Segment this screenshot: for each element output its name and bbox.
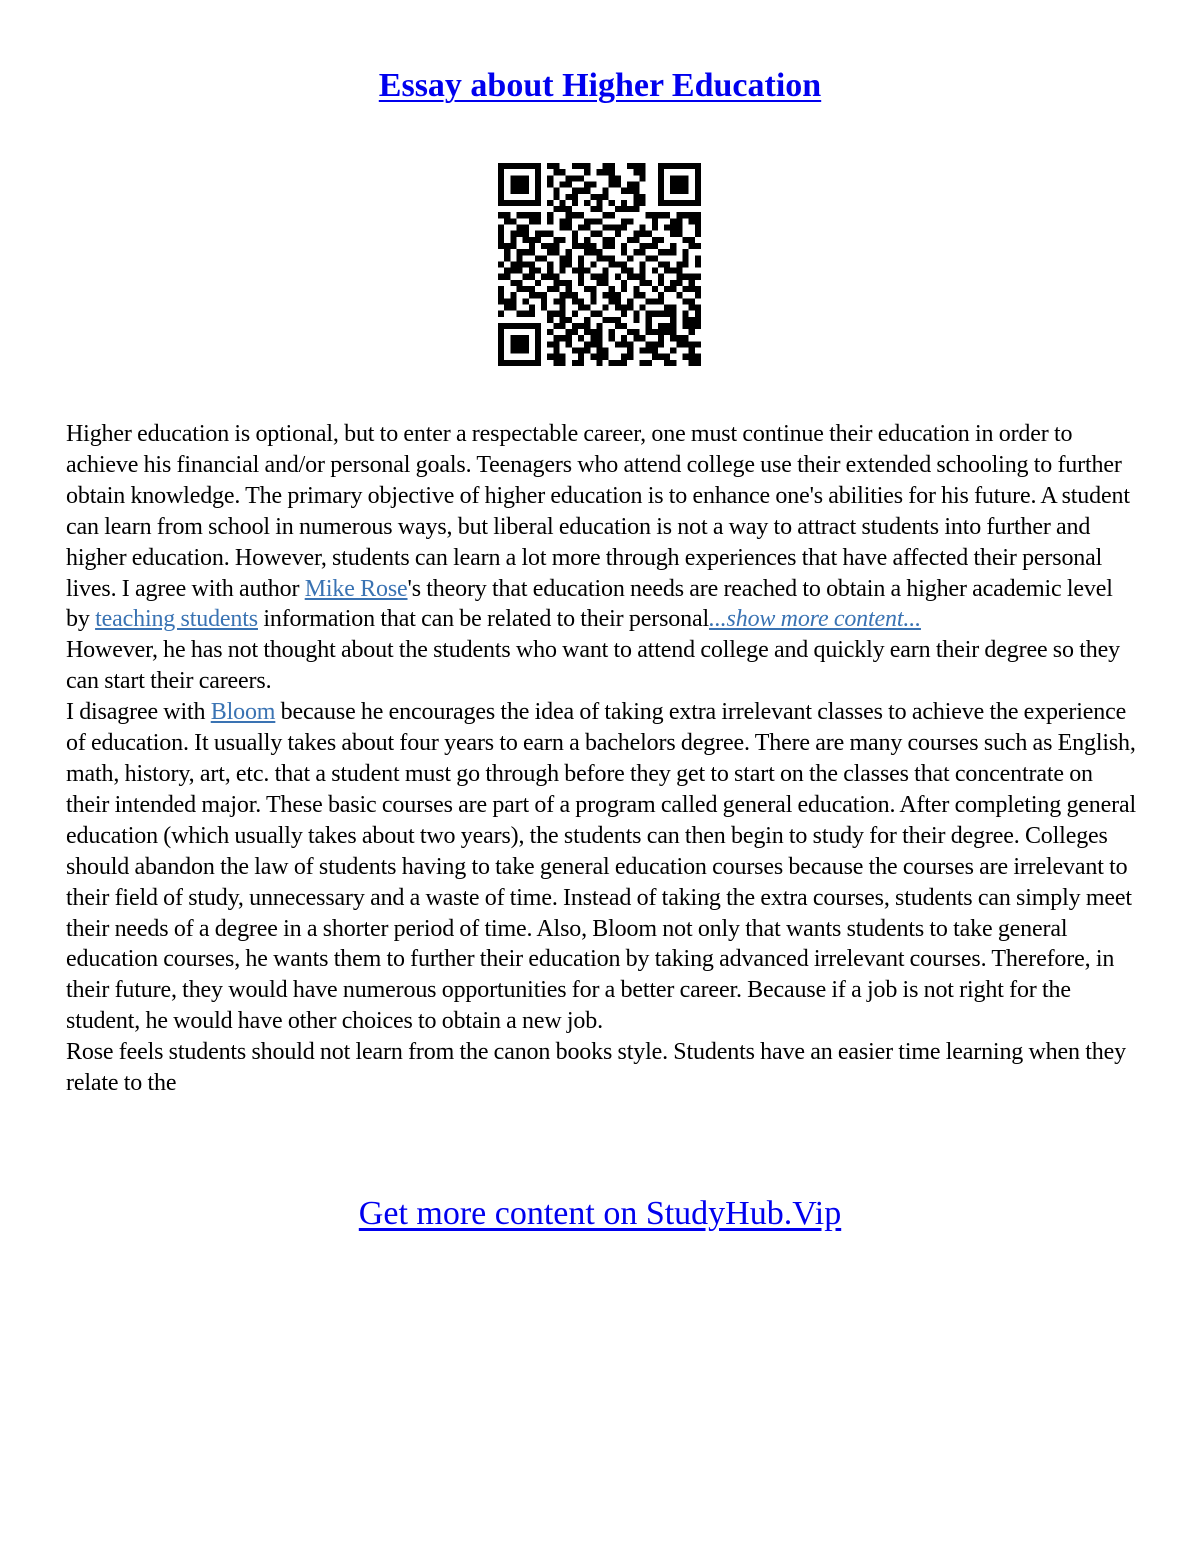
show-more-link[interactable]: ...show more content... [708, 606, 921, 633]
paragraph-1-text-b: 's theory that education needs are reached to obtain a higher academic level by [66, 575, 1113, 633]
paragraph-1-text-c: information that can be related to their personal [257, 606, 709, 633]
qr-code-icon [498, 163, 701, 366]
document-title [0, 64, 1200, 108]
footer-link[interactable]: Get more content on StudyHub.Vip [358, 1195, 842, 1232]
paragraph-2: However, he has not thought about the students who want to attend college and quickly earn their degree so they can start their careers. [66, 637, 1120, 695]
footer [0, 1192, 1200, 1236]
link-mike-rose[interactable]: Mike Rose [304, 575, 408, 602]
link-teaching-students[interactable]: teaching students [95, 606, 258, 633]
paragraph-3-text-a: I disagree with [66, 699, 211, 726]
paragraph-4: Rose feels students should not learn from the canon books style. Students have an easier time learning when they relate to the [66, 1039, 1126, 1097]
paragraph-1-text-a: Higher education is optional, but to enter a respectable career, one must continue their education in order to achieve his financial and/or personal goals. Teenagers who attend college use their extended schooling to further obtain knowledge. The primary objective of higher education is to enhance one's abilities for his future. A student can learn from school in numerous ways, but liberal education is not a way to attract students into further and higher education. However, students can learn a lot more through experiences that have affected their personal lives. I agree with author [66, 421, 1130, 602]
paragraph-1 [66, 419, 1138, 635]
essay-body [66, 419, 1138, 1099]
link-bloom[interactable]: Bloom [210, 699, 276, 726]
paragraph-3-text-b: because he encourages the idea of taking extra irrelevant classes to achieve the experience of education. It usually takes about four years to earn a bachelors degree. There are many courses such as English, math, history, art, etc. that a student must go through before they get to start on the classes that concentrate on their intended major. These basic courses are part of a program called general education. After completing general education (which usually takes about two years), the students can then begin to study for their degree. Colleges should abandon the law of students having to take general education courses because the courses are irrelevant to their field of study, unnecessary and a waste of time. Instead of taking the extra courses, students can simply meet their needs of a degree in a shorter period of time. Also, Bloom not only that wants students to take general education courses, he wants them to further their education by taking advanced irrelevant courses. Therefore, in their future, they would have numerous opportunities for a better career. Because if a job is not right for the student, he would have other choices to obtain a new job. [66, 699, 1137, 1035]
paragraph-3 [66, 697, 1138, 1037]
title-link[interactable]: Essay about Higher Education [378, 67, 822, 104]
